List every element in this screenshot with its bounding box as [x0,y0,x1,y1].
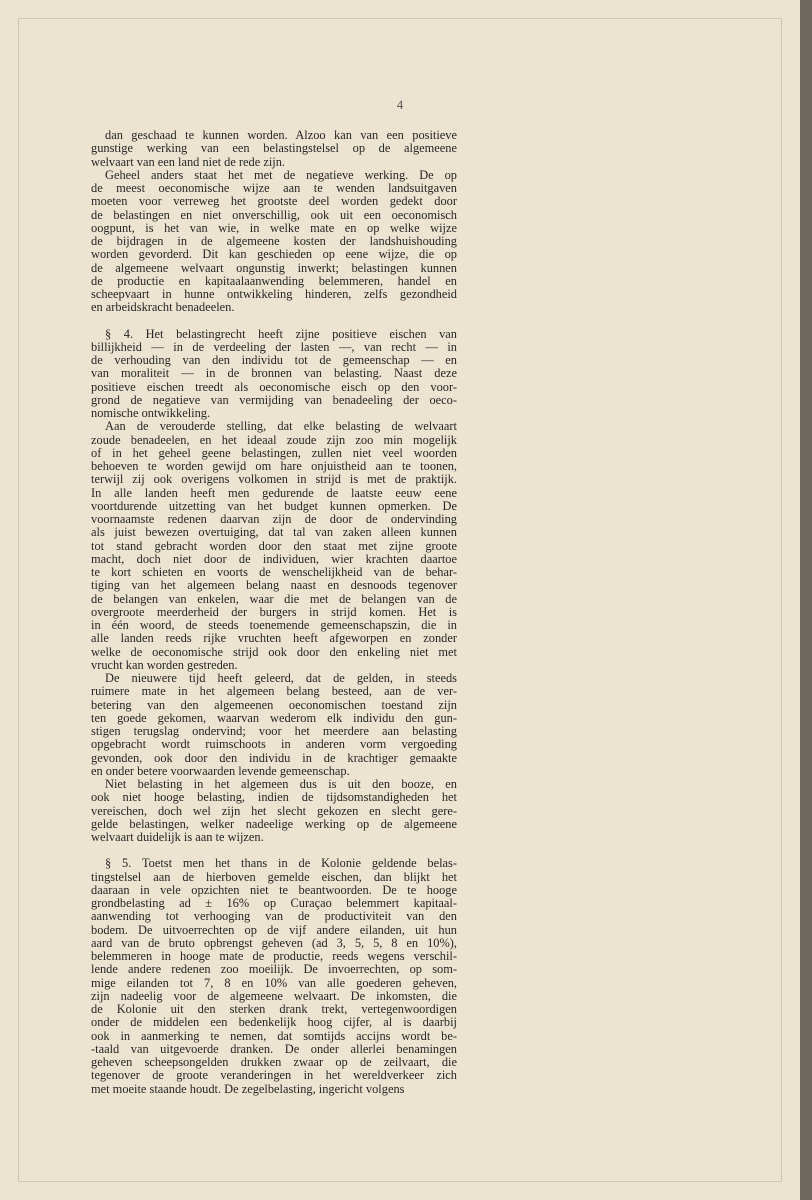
text-line: welke de oeconomische strijd ook door den enkeling niet met [91,644,457,659]
text-line: te kort schieten en voorts de wenschelijkheid van de behar- [91,565,457,579]
text-line: gelde belastingen, welker nadeelige werking op de algemeene [91,816,457,831]
text-line: voortdurende uitzetting van het budget kunnen opmerken. De [91,498,457,513]
text-line: tot stand gebracht worden door den staat met zijne groote [91,538,457,553]
text-line: gunstige werking van een belastingstelsel op de algemeene [91,141,457,156]
paragraph [91,672,457,778]
text-line: § 4. Het belastingrecht heeft zijne positieve eischen van [105,326,457,341]
text-line: Geheel anders staat het met de negatieve werking. De op [105,167,457,182]
text-line: de belastingen en niet onverschillig, ook uit een oeconomisch [91,207,457,222]
body-text [91,129,457,1096]
text-line: tiging van het algemeen belang naast en desnoods tegenover [91,578,457,593]
text-line: de verhouding van den individu tot de gemeenschap — en [91,353,457,367]
text-line: voornaamste redenen daarvan zijn de door de ondervinding [91,512,457,526]
text-line: de bijdragen in de algemeene kosten der landshuishouding [91,234,457,248]
text-line: worden gevorderd. Dit kan geschieden op eene wijze, die op [91,247,457,262]
paragraph [91,420,457,672]
text-line: scheepvaart in hunne ontwikkeling hinderen, zelfs gezondheid [91,287,457,301]
text-line: positieve eischen treedt als oeconomische eisch op den voor- [91,379,457,394]
text-line: vrucht kan worden gestreden. [91,657,238,672]
text-line: ook niet hooge belasting, indien de tijdsomstandigheden het [91,790,457,805]
text-line: daaraan in vele opzichten niet te beantwoorden. De te hooge [91,882,457,897]
text-line: belemmeren in hooge mate de productie, reeds wegens verschil- [91,949,457,963]
text-line: geheven scheepsongelden drukken zwaar op de zeilvaart, die [91,1055,457,1069]
text-line: welvaart duidelijk is aan te wijzen. [91,830,264,844]
paragraph [91,129,457,169]
text-line: billijkheid — in de verdeeling der lasten —, van recht — in [91,339,457,354]
text-line: terwijl zij ook overigens volkomen in strijd is met de praktijk. [91,472,457,487]
text-line: alle landen reeds rijke vruchten heeft afgeworpen en zonder [91,631,457,646]
text-line: betering van den algemeenen oeconomischen toestand zijn [91,697,457,712]
text-line: dan geschaad te kunnen worden. Alzoo kan van een positieve [105,128,457,142]
text-line: de algemeene welvaart ongunstig inwerkt; belastingen kunnen [91,260,457,275]
text-line: met moeite staande houdt. De zegelbelasting, ingericht volgens [91,1081,405,1096]
text-line: gevonden, ook door den individu in de krachtiger gemaakte [91,750,457,765]
text-line: stigen terugslag ondervind; voor het meerdere aan belasting [91,724,457,738]
text-line: § 5. Toetst men het thans in de Kolonie geldende belas- [105,856,457,871]
text-line: in één woord, de steeds toenemende gemeenschapszin, die in [91,618,457,632]
text-line: ook in aanmerking te nemen, dat somtijds accijns wordt be- [91,1028,457,1043]
text-line: Niet belasting in het algemeen dus is uit den booze, en [105,777,457,791]
text-line: behoeven te worden gewijd om hare onjuistheid aan te toonen, [91,459,457,473]
text-line: grond de negatieve van vermijding van benadeeling der oeco- [91,392,457,407]
text-line: lende andere redenen zoo moeilijk. De invoerrechten, op som- [91,962,457,977]
text-line: van moraliteit — in de bronnen van belasting. Naast deze [91,366,457,381]
text-line: In alle landen heeft men gedurende de laatste eeuw eene [91,485,457,500]
text-line: aard van de bruto opbrengst geheven (ad 3, 5, 5, 8 en 10%), [91,935,457,950]
text-line: overgroote meerderheid der burgers in strijd komen. Het is [91,604,457,619]
text-line: ruimere mate in het algemeen belang besteed, aan de ver- [91,684,457,699]
text-line: tingstelsel aan de hierboven gemelde eischen, dan blijkt het [91,869,457,884]
text-line: bodem. De uitvoerrechten op de vijf andere eilanden, uit hun [91,922,457,937]
text-line: grondbelasting ad ± 16% op Curaçao belemmert kapitaal- [91,896,457,910]
text-line: de productie en kapitaalaanwending belemmeren, handel en [91,273,457,288]
text-line: aanwending tot verhooging van de productiviteit van den [91,909,457,924]
text-line: mige eilanden tot 7, 8 en 10% van alle goederen geheven, [91,975,457,990]
text-line: De nieuwere tijd heeft geleerd, dat de gelden, in steeds [105,671,457,685]
text-line: zoude benadeelen, en het ideaal zoude zijn zoo min mogelijk [91,432,457,447]
paragraph [91,778,457,844]
text-line: opgebracht wordt ruimschoots in anderen vorm vergoeding [91,737,457,752]
text-line: Aan de verouderde stelling, dat elke belasting de welvaart [105,419,457,434]
section-gap [91,315,457,328]
text-line: ten goede gekomen, waarvan wederom elk individu den gun- [91,710,457,725]
text-line: en onder betere voorwaarden levende gemeenschap. [91,763,350,778]
paragraph [91,857,457,1096]
text-line: onder de middelen een bedenkelijk hoog cijfer, al is daarbij [91,1015,457,1030]
text-line: -taald van uitgevoerde dranken. De onder allerlei benamingen [91,1041,457,1056]
paragraph [91,169,457,315]
text-line: en arbeidskracht benadeelen. [91,300,235,315]
text-line: zijn nadeelig voor de algemeene welvaart. De inkomsten, die [91,988,457,1003]
text-line: vereischen, doch wel zijn het slecht gekozen en slecht gere- [91,803,457,818]
text-line: macht, doch niet door de individuen, wier krachten daartoe [91,551,457,566]
text-line: of in het geheel geene belastingen, zullen niet veel woorden [91,445,457,460]
text-line: welvaart van een land niet de rede zijn. [91,154,286,169]
text-line: de meest oeconomische wijze aan te wenden landsuitgaven [91,181,457,195]
text-line: tegenover de groote veranderingen in het wereldverkeer zich [91,1068,457,1083]
text-line: moeten voor verreweg het grootste deel worden gedekt door [91,194,457,209]
page-number: 4 [396,97,404,112]
text-line: als juist bewezen overtuiging, dat tal van zaken alleen kunnen [91,525,457,540]
text-line: de Kolonie uit den sterken drank trekt, vertegenwoordigen [91,1002,457,1016]
text-line: nomische ontwikkeling. [91,406,211,420]
paragraph [91,328,457,421]
text-line: de belangen van enkelen, waar die met de belangen van de [91,591,457,606]
text-line: oogpunt, is het van wie, in welke mate en op welke wijze [91,220,457,235]
